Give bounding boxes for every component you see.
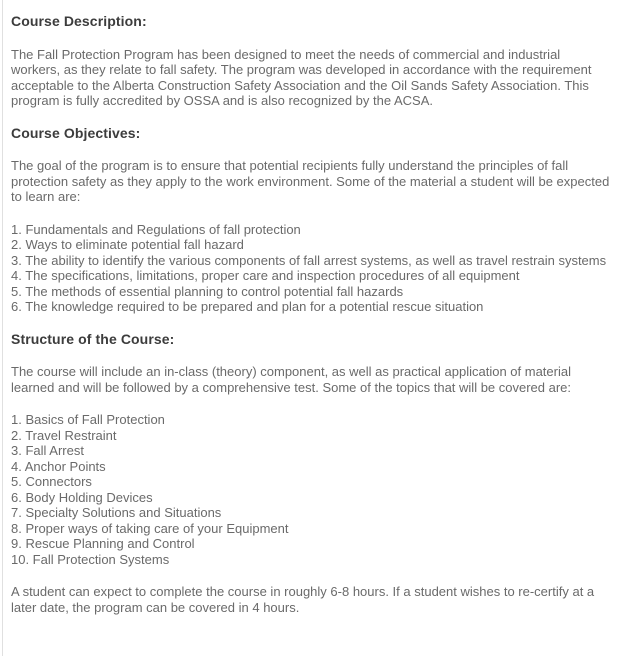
objective-item: 2. Ways to eliminate potential fall hazard bbox=[11, 237, 244, 252]
objective-item: 1. Fundamentals and Regulations of fall protection bbox=[11, 221, 301, 237]
objective-item: 4. The specifications, limitations, proper care and inspection procedures of all equipment bbox=[11, 268, 520, 283]
course-objectives-heading: Course Objectives: bbox=[11, 124, 141, 141]
course-duration-paragraph: A student can expect to complete the course in roughly 6-8 hours. If a student wishes to re-certify at a later date, the program can be covered in 4 hours. bbox=[11, 584, 595, 615]
objective-item: 3. The ability to identify the various components of fall arrest systems, as well as travel restrain systems bbox=[11, 252, 607, 268]
topic-item: 9. Rescue Planning and Control bbox=[11, 536, 195, 551]
course-description-paragraph: The Fall Protection Program has been designed to meet the needs of commercial and industrial workers, as they relate to fall safety. The program was developed in accordance with the requirement acceptable to the Alberta Construction Safety Association and the Oil Sands Safety Association. This program is fully accredited by OSSA and is also recognized by the ACSA. bbox=[11, 46, 592, 108]
topic-item: 8. Proper ways of taking care of your Equipment bbox=[11, 520, 289, 536]
topic-item: 4. Anchor Points bbox=[11, 458, 106, 474]
course-objectives-list bbox=[11, 222, 610, 315]
course-structure-heading: Structure of the Course: bbox=[11, 330, 175, 347]
topic-item: 5. Connectors bbox=[11, 474, 92, 489]
topic-item: 7. Specialty Solutions and Situations bbox=[11, 505, 222, 520]
topic-item: 2. Travel Restraint bbox=[11, 427, 117, 443]
objective-item: 5. The methods of essential planning to control potential fall hazards bbox=[11, 283, 404, 299]
course-structure-paragraph: The course will include an in-class (theory) component, as well as practical application of material learned and will be followed by a comprehensive test. Some of the topics that will be covered are: bbox=[11, 364, 572, 395]
objective-item: 6. The knowledge required to be prepared and plan for a potential rescue situation bbox=[11, 299, 484, 314]
topic-item: 3. Fall Arrest bbox=[11, 443, 84, 458]
course-description-heading: Course Description: bbox=[11, 13, 147, 29]
course-info-panel bbox=[2, 0, 619, 656]
topic-item: 1. Basics of Fall Protection bbox=[11, 412, 165, 427]
course-objectives-paragraph: The goal of the program is to ensure that potential recipients fully understand the principles of fall protection safety as they apply to the work environment. Some of the material a student will be expected to learn are: bbox=[11, 158, 610, 204]
course-topics-list bbox=[11, 412, 610, 567]
topic-item: 6. Body Holding Devices bbox=[11, 489, 153, 505]
topic-item: 10. Fall Protection Systems bbox=[11, 551, 170, 567]
